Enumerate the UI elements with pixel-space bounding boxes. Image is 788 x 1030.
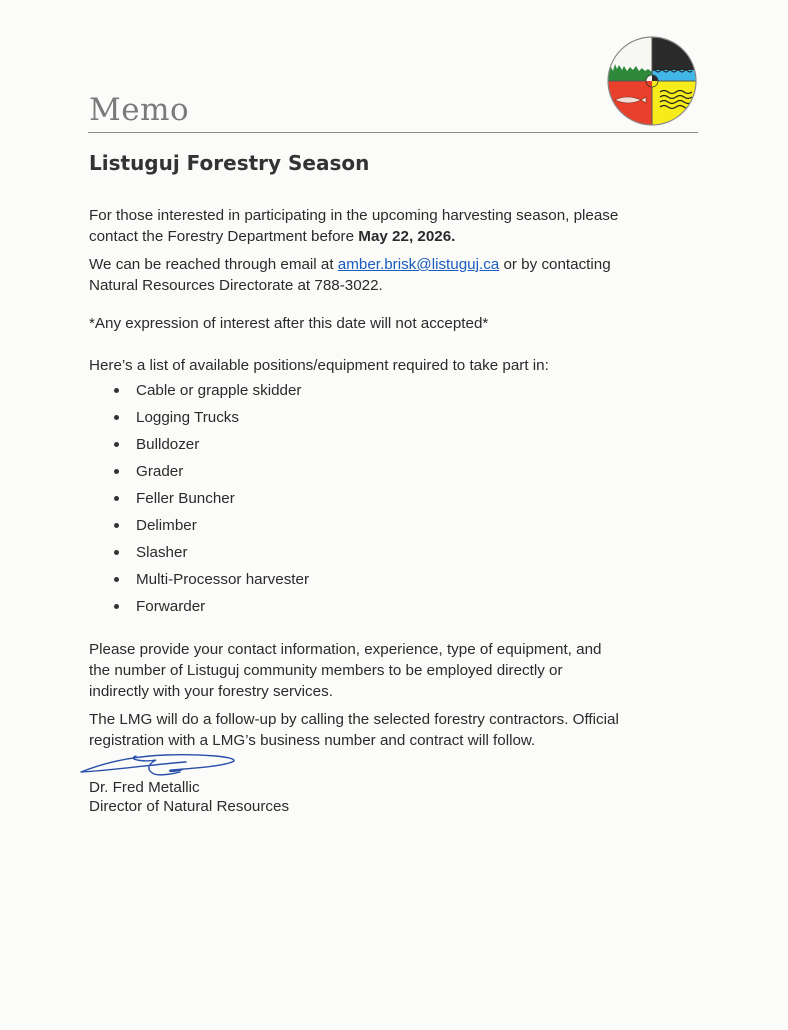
bullet-icon bbox=[114, 442, 119, 447]
list-item bbox=[89, 569, 309, 596]
list-item-label: Feller Buncher bbox=[136, 490, 235, 507]
bullet-icon bbox=[114, 496, 119, 501]
list-item bbox=[89, 380, 309, 407]
bullet-icon bbox=[114, 577, 119, 582]
list-item bbox=[89, 407, 309, 434]
list-item bbox=[89, 434, 309, 461]
instructions-paragraph: Please provide your contact information, experience, type of equipment, and the number of Listuguj community members to be employed directly or indirectly with your forestry services. bbox=[89, 641, 602, 700]
list-item-label: Slasher bbox=[136, 544, 188, 561]
list-item-label: Grader bbox=[136, 463, 184, 480]
bullet-icon bbox=[114, 469, 119, 474]
document-title: Listuguj Forestry Season bbox=[89, 151, 370, 175]
bullet-icon bbox=[114, 523, 119, 528]
signatory-name: Dr. Fred Metallic bbox=[89, 779, 200, 796]
list-item-label: Cable or grapple skidder bbox=[136, 382, 302, 399]
deadline-date: May 22, 2026. bbox=[358, 228, 456, 245]
list-item-label: Multi-Processor harvester bbox=[136, 571, 310, 588]
list-item-label: Logging Trucks bbox=[136, 409, 239, 426]
list-intro: Here’s a list of available positions/equipment required to take part in: bbox=[89, 357, 549, 374]
logo-medicine-wheel-icon bbox=[605, 34, 699, 128]
list-item bbox=[89, 461, 309, 488]
list-item-label: Delimber bbox=[136, 517, 197, 534]
intro-paragraph bbox=[89, 205, 629, 247]
list-item bbox=[89, 515, 309, 542]
logo-center-wheel bbox=[646, 75, 658, 87]
list-item bbox=[89, 596, 309, 623]
email-link[interactable]: amber.brisk@listuguj.ca bbox=[337, 256, 500, 273]
list-item bbox=[89, 488, 309, 515]
logo-yellow-quadrant bbox=[652, 81, 699, 128]
bullet-icon bbox=[114, 415, 119, 420]
signatory-title: Director of Natural Resources bbox=[89, 798, 290, 815]
list-item-label: Bulldozer bbox=[136, 436, 200, 453]
contact-text-after: or by contacting Natural Resources Directorate at 788-3022. bbox=[89, 256, 611, 294]
logo-black-quadrant bbox=[652, 34, 699, 71]
intro-text: For those interested in participating in the upcoming harvesting season, please contact the Forestry Department before bbox=[89, 207, 619, 245]
header-divider bbox=[88, 132, 698, 133]
list-item-label: Forwarder bbox=[136, 598, 206, 615]
deadline-notice: *Any expression of interest after this date will not accepted* bbox=[89, 315, 489, 332]
contact-paragraph bbox=[89, 254, 629, 296]
bullet-icon bbox=[114, 604, 119, 609]
memo-heading: Memo bbox=[89, 92, 190, 128]
list-item bbox=[89, 542, 309, 569]
follow-up-paragraph: The LMG will do a follow-up by calling the selected forestry contractors. Official registration with a LMG’s business number and contract will follow. bbox=[89, 711, 619, 749]
logo-red-quadrant bbox=[605, 81, 652, 128]
bullet-icon bbox=[114, 550, 119, 555]
contact-text-before: We can be reached through email at bbox=[89, 256, 338, 273]
bullet-icon bbox=[114, 388, 119, 393]
positions-list bbox=[89, 380, 309, 623]
